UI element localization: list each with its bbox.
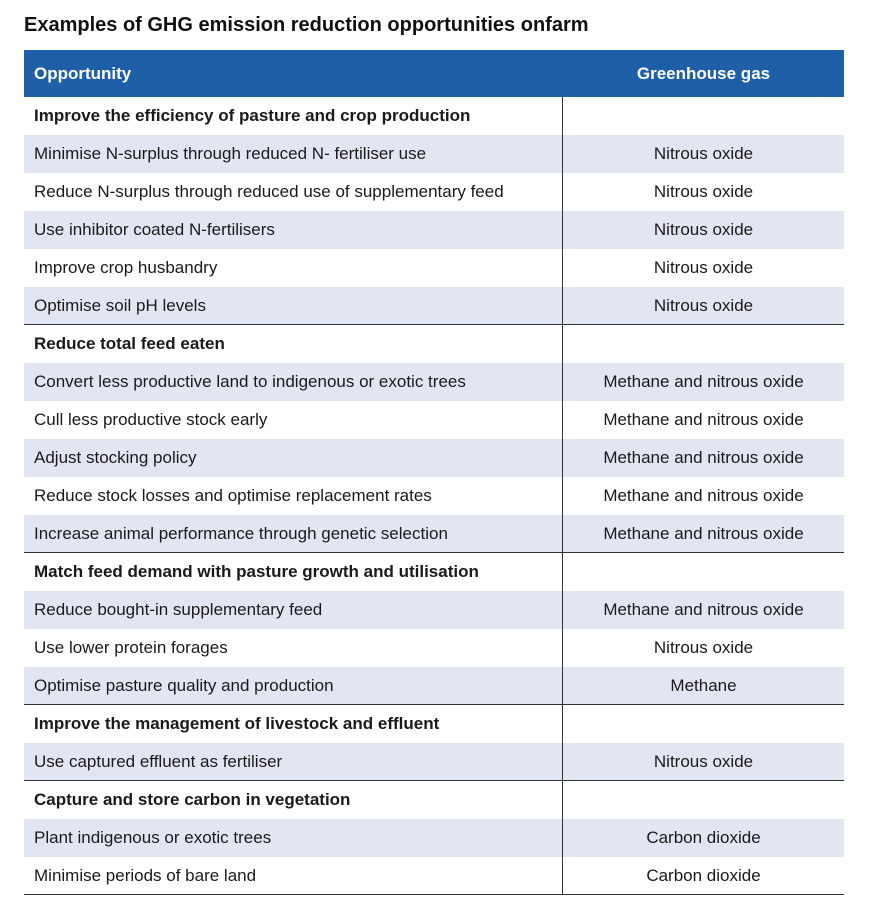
table-row [24,591,844,629]
section-heading-gas-cell [563,325,844,363]
table-row [24,857,844,895]
opportunity-cell: Cull less productive stock early [24,401,563,439]
opportunity-cell: Increase animal performance through genetic selection [24,515,563,552]
section-heading-gas-cell [563,553,844,591]
table-header [24,50,844,97]
opportunity-cell: Minimise N-surplus through reduced N- fertiliser use [24,135,563,173]
opportunity-cell: Reduce N-surplus through reduced use of supplementary feed [24,173,563,211]
greenhouse-gas-cell: Methane and nitrous oxide [603,372,804,391]
opportunity-cell: Reduce stock losses and optimise replacement rates [24,477,563,515]
section-heading: Reduce total feed eaten [24,325,563,363]
greenhouse-gas-cell: Methane and nitrous oxide [603,600,804,619]
greenhouse-gas-cell: Methane [670,675,737,695]
section-heading-row [24,97,844,135]
page-title: Examples of GHG emission reduction opportunities onfarm [24,14,589,36]
table-row [24,629,844,667]
greenhouse-gas-cell: Methane and nitrous oxide [603,448,804,467]
opportunity-cell: Plant indigenous or exotic trees [24,819,563,857]
table-row [24,819,844,857]
section-heading-row [24,781,844,819]
section-heading: Improve the efficiency of pasture and crop production [24,97,563,135]
greenhouse-gas-cell: Nitrous oxide [653,295,754,315]
opportunity-cell: Convert less productive land to indigenous or exotic trees [24,363,563,401]
section-heading-gas-cell [563,97,844,135]
table-row [24,439,844,477]
opportunity-cell: Minimise periods of bare land [24,857,563,894]
table-row [24,249,844,287]
greenhouse-gas-cell: Methane and nitrous oxide [603,486,804,505]
section-heading: Capture and store carbon in vegetation [24,781,563,819]
section-heading-row [24,705,844,743]
table-row [24,135,844,173]
table-row [24,515,844,553]
table-row [24,477,844,515]
opportunity-cell: Use captured effluent as fertiliser [24,743,563,780]
opportunity-cell: Use inhibitor coated N-fertilisers [24,211,563,249]
greenhouse-gas-cell: Nitrous oxide [653,258,754,277]
section-heading: Match feed demand with pasture growth and utilisation [24,553,563,591]
opportunity-cell: Optimise soil pH levels [24,287,563,324]
table-row [24,211,844,249]
greenhouse-gas-cell: Nitrous oxide [653,220,754,239]
section-heading-gas-cell [563,781,844,819]
greenhouse-gas-cell: Methane and nitrous oxide [603,410,804,429]
table-row [24,363,844,401]
header-opportunity: Opportunity [34,63,132,83]
section-heading-row [24,553,844,591]
greenhouse-gas-cell: Nitrous oxide [653,638,754,657]
table-body [24,97,844,895]
greenhouse-gas-cell: Carbon dioxide [646,865,761,885]
header-greenhouse-gas: Greenhouse gas [636,63,771,83]
greenhouse-gas-cell: Methane and nitrous oxide [603,523,804,543]
section-heading: Improve the management of livestock and effluent [24,705,563,743]
greenhouse-gas-cell: Nitrous oxide [653,144,754,163]
greenhouse-gas-cell: Carbon dioxide [646,828,761,847]
greenhouse-gas-cell: Nitrous oxide [653,182,754,201]
opportunity-cell: Reduce bought-in supplementary feed [24,591,563,629]
section-heading-row [24,325,844,363]
opportunity-cell: Optimise pasture quality and production [24,667,563,704]
opportunity-cell: Adjust stocking policy [24,439,563,477]
greenhouse-gas-cell: Nitrous oxide [653,751,754,771]
table-row [24,743,844,781]
table-row [24,173,844,211]
table-row [24,287,844,325]
table-row [24,401,844,439]
section-heading-gas-cell [563,705,844,743]
table-row [24,667,844,705]
opportunity-cell: Use lower protein forages [24,629,563,667]
emission-table [24,50,844,895]
opportunity-cell: Improve crop husbandry [24,249,563,287]
